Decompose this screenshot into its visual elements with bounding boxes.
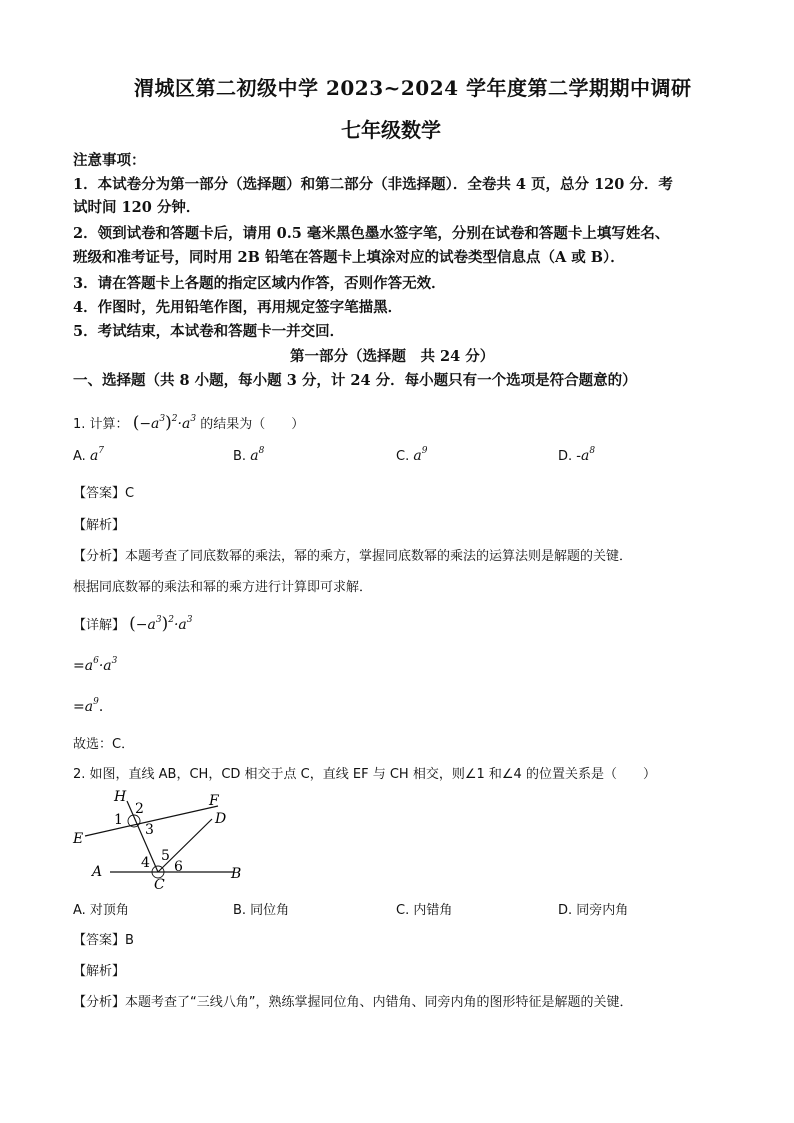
q1-conclusion: 故选：C． (73, 737, 135, 752)
q2-option-c[interactable]: C. 内错角 (396, 903, 453, 918)
line-cd (158, 819, 212, 872)
q1-analysis-line-1: 【分析】本题考查了同底数幂的乘法，幂的乘方，掌握同底数幂的乘法的运算法则是解题的关键． (73, 549, 633, 564)
q1-answer: 【答案】C (73, 486, 135, 501)
q2-figure (70, 783, 260, 893)
q1-suffix: 的结果为（ ） (200, 417, 305, 432)
notice-line-7: 5．考试结束，本试卷和答题卡一并交回． (73, 323, 345, 340)
q1-detail-expression: $(-a^3)^2\cdot a^3$ (129, 614, 193, 634)
angle-label-2: 2 (135, 801, 144, 817)
part1-heading: 第一部分（选择题 共 24 分） (290, 348, 495, 365)
notice-heading: 注意事项： (73, 152, 146, 169)
q1-expression: $(-a^3)^2\cdot a^3$ (132, 413, 197, 433)
notice-line-2: 试时间 120 分钟． (73, 199, 201, 216)
notice-line-3: 2．领到试卷和答题卡后，请用 0.5 毫米黑色墨水签字笔，分别在试卷和答题卡上填写姓名、 (73, 225, 670, 242)
notice-line-1: 1．本试卷分为第一部分（选择题）和第二部分（非选择题）．全卷共 4 页，总分 120 分．考 (73, 176, 673, 193)
q1-detail (73, 614, 193, 634)
q1-step-1: $=a^6\cdot a^3$ (73, 656, 118, 674)
angle-label-3: 3 (145, 822, 154, 838)
q2-analysis-label: 【解析】 (73, 964, 126, 979)
q2-stem: 2. 如图，直线 AB，CH，CD 相交于点 C，直线 EF 与 CH 相交，则∠1 和∠4 的位置关系是（ ） (73, 767, 656, 782)
angle-label-6: 6 (174, 859, 183, 875)
q2-option-d[interactable]: D. 同旁内角 (558, 903, 629, 918)
q1-step-2: $=a^9$． (73, 697, 113, 715)
exam-title: 渭城区第二初级中学 2023~2024 学年度第二学期期中调研 (134, 76, 692, 100)
label-c: C (154, 877, 165, 893)
label-e: E (73, 831, 84, 847)
angle-label-5: 5 (161, 848, 170, 864)
notice-line-6: 4．作图时，先用铅笔作图，再用规定签字笔描黑． (73, 299, 403, 316)
q1-analysis-label: 【解析】 (73, 518, 126, 533)
label-d: D (215, 811, 227, 827)
q2-option-b[interactable]: B. 同位角 (233, 903, 290, 918)
label-h: H (114, 789, 127, 805)
q1-option-b[interactable]: B. $a^8$ (233, 446, 265, 464)
q1-analysis-line-2: 根据同底数幂的乘法和幂的乘方进行计算即可求解． (73, 580, 373, 595)
angle-label-4: 4 (141, 855, 150, 871)
notice-line-5: 3．请在答题卡上各题的指定区域内作答，否则作答无效． (73, 275, 446, 292)
q1-stem (73, 413, 304, 433)
label-f: F (209, 793, 219, 809)
q1-prefix: 1. 计算： (73, 417, 129, 432)
q2-analysis-line-1: 【分析】本题考查了“三线八角”，熟练掌握同位角、内错角、同旁内角的图形特征是解题的关键． (73, 995, 633, 1010)
q1-option-a[interactable]: A. $a^7$ (73, 446, 105, 464)
label-a: A (92, 864, 103, 880)
exam-subtitle: 七年级数学 (341, 118, 441, 142)
q2-answer: 【答案】B (73, 933, 134, 948)
section-heading: 一、选择题（共 8 小题，每小题 3 分，计 24 分．每小题只有一个选项是符合题意的） (73, 372, 637, 389)
q1-option-d[interactable]: D. $-a^8$ (558, 446, 596, 464)
angle-label-1: 1 (114, 812, 123, 828)
q1-option-c[interactable]: C. $a^9$ (396, 446, 428, 464)
notice-line-4: 班级和准考证号，同时用 2B 铅笔在答题卡上填涂对应的试卷类型信息点（A 或 B）． (73, 249, 625, 266)
q1-detail-label: 【详解】 (73, 618, 126, 633)
label-b: B (231, 866, 242, 882)
q2-option-a[interactable]: A. 对顶角 (73, 903, 129, 918)
